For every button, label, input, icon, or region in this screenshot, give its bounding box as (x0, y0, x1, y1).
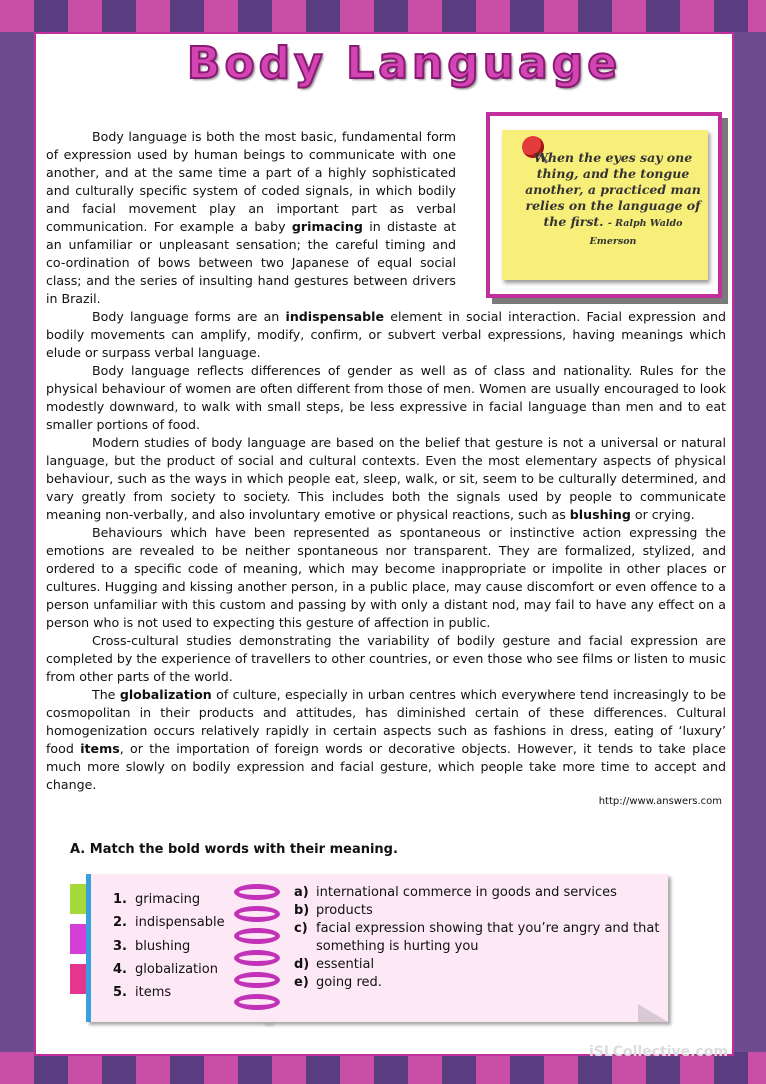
border-stripe-segment (68, 1052, 102, 1084)
item-word: items (135, 985, 172, 1001)
border-stripe-segment (136, 0, 170, 32)
border-stripe-segment (442, 0, 476, 32)
tab-pink (70, 964, 86, 994)
paragraph-5: Behaviours which have been represented as spontaneous or instinctive action expressing the emotions are revealed to be neither spontaneous nor transparent. They are formalized, stylized, and ordered to a specific code of meaning, which may become inappropriate or impolite in other places or cultures. Hugging and kissing another person, in a public place, may cause discomfort or even offence to a person unfamiliar with this custom and passing by with only a distant nod, may fail to have any effect on a person who is not used to expecting this gesture of affection in public. (46, 525, 726, 630)
item-number: 4. (113, 961, 127, 977)
text-run: Body language forms are an (92, 309, 286, 324)
binder-ring-icon (234, 928, 280, 944)
border-stripe-segment (748, 0, 766, 32)
paragraph-1 (46, 128, 456, 308)
text-run: or crying. (630, 507, 695, 522)
binder-ring-icon (234, 994, 280, 1010)
paragraph-4 (46, 434, 726, 524)
border-stripe-segment (34, 0, 68, 32)
border-stripe-segment (306, 1052, 340, 1084)
source-link[interactable]: http://www.answers.com (598, 796, 722, 807)
border-stripe-segment (34, 1052, 68, 1084)
border-stripe-segment (476, 0, 510, 32)
paragraph-7 (46, 686, 726, 794)
border-stripe-segment (510, 0, 544, 32)
border-stripe-segment (204, 1052, 238, 1084)
paragraph-6: Cross-cultural studies demonstrating the variability of bodily gesture and facial expression are completed by the experience of travellers to other countries, or even those who see films or listen to music from other parts of the world. (46, 633, 726, 684)
item-definition: products (316, 903, 373, 918)
quote-body: When the eyes say one thing, and the tongue another, a practiced man relies on the language of the first. (525, 150, 701, 229)
border-stripe-segment (442, 1052, 476, 1084)
quote-author: - Ralph Waldo Emerson (589, 218, 683, 247)
border-stripe-segment (238, 0, 272, 32)
binder-ring-icon (234, 906, 280, 922)
page-curl-icon (638, 1004, 668, 1022)
item-number: 5. (113, 985, 127, 1001)
paragraph-3: Body language reflects differences of gender as well as of class and nationality. Rules for the physical behaviour of women are often different from those of men. Women are usually encouraged to look modestly downward, to walk with small steps, be less expressive in facial language than men and to eat smaller portions of food. (46, 363, 726, 432)
keyword-grimacing: grimacing (291, 219, 363, 234)
border-stripe-segment (0, 0, 34, 32)
watermark: iSLCollective.com (588, 1044, 728, 1060)
border-stripe-segment (476, 1052, 510, 1084)
right-border (732, 32, 766, 1052)
border-stripe-segment (0, 1052, 34, 1084)
border-stripe-segment (136, 1052, 170, 1084)
border-stripe-segment (340, 0, 374, 32)
item-letter: c) (294, 921, 308, 936)
tab-magenta (70, 924, 86, 954)
border-stripe-segment (646, 0, 680, 32)
word-list (113, 888, 225, 1004)
list-item-continuation: something is hurting you (316, 939, 479, 954)
item-letter: b) (294, 903, 310, 918)
border-stripe-segment (374, 0, 408, 32)
paragraph-2 (46, 308, 726, 362)
exercise-instruction: A. Match the bold words with their meaning. (70, 842, 398, 857)
border-stripe-segment (340, 1052, 374, 1084)
list-item (113, 935, 225, 958)
item-word: blushing (135, 938, 191, 954)
list-item (113, 981, 225, 1004)
definition-card (262, 874, 668, 1022)
text-run: , or the importation of foreign words or decorative objects. However, it tends to take place much more slowly on bodily expression and facial gesture, which people take more time to accept and change. (46, 741, 726, 792)
item-definition: essential (316, 957, 375, 972)
border-stripe-segment (204, 0, 238, 32)
list-item (113, 958, 225, 981)
keyword-indispensable: indispensable (285, 309, 384, 324)
list-item (294, 884, 664, 902)
binder-ring-icon (234, 950, 280, 966)
border-stripe-segment (748, 1052, 766, 1084)
border-stripe-segment (170, 1052, 204, 1084)
item-definition: going red. (316, 975, 382, 990)
article-body (46, 128, 726, 794)
definition-list (294, 884, 664, 992)
border-stripe-segment (544, 0, 578, 32)
border-stripe-segment (272, 1052, 306, 1084)
list-item (113, 911, 225, 934)
item-number: 1. (113, 892, 127, 907)
border-stripe-segment (612, 0, 646, 32)
text-run: element in social interaction. Facial expression and bodily movements can amplify, modify, confirm, or subvert verbal expressions, having meanings which elude or surpass verbal language. (46, 309, 726, 360)
item-letter: e) (294, 975, 309, 990)
list-item (113, 888, 225, 911)
item-letter: d) (294, 957, 310, 972)
left-border (0, 32, 34, 1052)
item-word: grimacing (135, 892, 201, 907)
page-title: Body Language (186, 38, 622, 89)
binder-ring-icon (234, 884, 280, 900)
text-run: Body language is both the most basic, fundamental form of expression used by human beings to communicate with one another, and at the same time a part of a highly sophisticated and culturally specific system of coded signals, in which bodily and facial movement play an important part as verbal communication. For example a baby (46, 129, 456, 234)
list-item (294, 902, 664, 920)
keyword-items: items (80, 741, 120, 756)
border-stripe-segment (408, 0, 442, 32)
border-stripe-segment (306, 0, 340, 32)
binder-ring-icon (234, 972, 280, 988)
keyword-blushing: blushing (569, 507, 631, 522)
list-item (294, 956, 664, 974)
border-stripe-segment (680, 0, 714, 32)
border-stripe-segment (544, 1052, 578, 1084)
border-stripe-segment (102, 0, 136, 32)
border-stripe-segment (102, 1052, 136, 1084)
item-letter: a) (294, 885, 309, 900)
top-border-stripe (0, 0, 766, 32)
list-item (294, 920, 664, 938)
content-panel (34, 32, 734, 1060)
text-run: in distaste at an unfamiliar or unpleasant sensation; the careful timing and co-ordination of bows between two Japanese of equal social class; and the series of insulting hand gestures between drivers in Brazil. (46, 219, 457, 306)
border-stripe-segment (578, 0, 612, 32)
border-stripe-segment (408, 1052, 442, 1084)
border-stripe-segment (510, 1052, 544, 1084)
border-stripe-segment (170, 0, 204, 32)
item-definition: international commerce in goods and services (316, 885, 617, 900)
border-stripe-segment (68, 0, 102, 32)
border-stripe-segment (714, 0, 748, 32)
item-word: globalization (135, 961, 218, 977)
tab-green (70, 884, 86, 914)
item-number: 3. (113, 938, 127, 954)
item-number: 2. (113, 915, 127, 931)
list-item (294, 974, 664, 992)
keyword-globalization: globalization (119, 687, 212, 702)
border-stripe-segment (374, 1052, 408, 1084)
text-run: The (92, 687, 120, 702)
text-run: Modern studies of body language are based on the belief that gesture is not a universal or natural language, but the product of social and cultural contexts. Even the most elementary aspects of physical behaviour, such as the ways in which people eat, sleep, walk, or sit, seem to be culturally determined, and vary greatly from society to society. This includes both the signals used by people to communicate meaning non-verbally, and also involuntary emotive or physical reactions, such as (46, 435, 726, 522)
border-stripe-segment (238, 1052, 272, 1084)
border-stripe-segment (272, 0, 306, 32)
item-definition: facial expression showing that you’re angry and that (316, 921, 660, 936)
text-run: of culture, especially in urban centres which everywhere tend increasingly to be cosmopolitan in their products and attitudes, has diminished certain of these differences. Cultural homogenization occurs relatively rapidly in certain aspects such as fashions in dress, eating of ‘luxury’ food (46, 687, 726, 756)
item-word: indispensable (135, 915, 225, 931)
